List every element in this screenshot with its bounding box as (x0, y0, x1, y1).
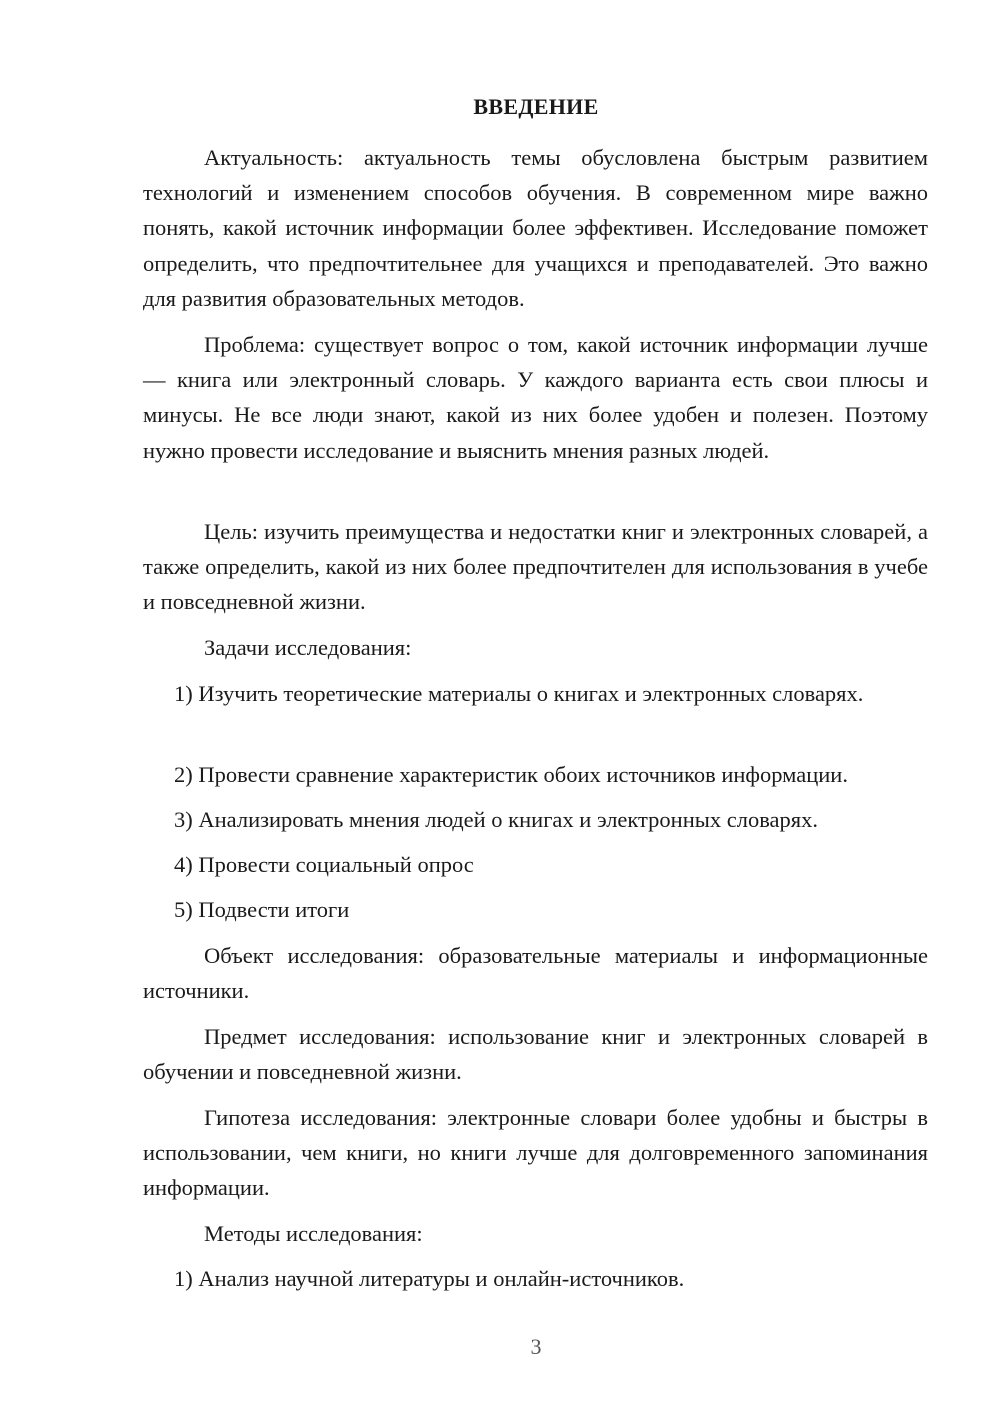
methods-heading: Методы исследования: (204, 1221, 423, 1246)
problem-paragraph: Проблема: существует вопрос о том, какой источник информации лучше — книга или электронный словарь. У каждого варианта есть свои плюсы и минусы. Не все люди знают, какой из них более удобен и полезен. Поэтому нужно провести исследование и выяснить мнения разных людей. (143, 332, 928, 463)
task-item-1: 1) Изучить теоретические материалы о книгах и электронных словарях. (174, 681, 864, 706)
goal-paragraph: Цель: изучить преимущества и недостатки книг и электронных словарей, а также определить, какой из них более предпочтителен для использования в учебе и повседневной жизни. (143, 519, 928, 615)
task-item-5: 5) Подвести итоги (174, 897, 350, 922)
task-item-2: 2) Провести сравнение характеристик обоих источников информации. (174, 762, 848, 787)
tasks-heading: Задачи исследования: (204, 635, 412, 660)
page-number: 3 (530, 1334, 542, 1359)
relevance-paragraph: Актуальность: актуальность темы обусловлена быстрым развитием технологий и изменением способов обучения. В современном мире важно понять, какой источник информации более эффективен. Исследование поможет определить, что предпочтительнее для учащихся и преподавателей. Это важно для развития образовательных методов. (143, 145, 928, 311)
hypothesis-paragraph: Гипотеза исследования: электронные словари более удобны и быстры в использовании, чем книги, но книги лучше для долговременного запоминания информации. (143, 1105, 928, 1201)
object-paragraph: Объект исследования: образовательные материалы и информационные источники. (143, 943, 928, 1004)
task-item-3: 3) Анализировать мнения людей о книгах и электронных словарях. (174, 807, 818, 832)
method-item-1: 1) Анализ научной литературы и онлайн-источников. (174, 1266, 685, 1291)
task-item-4: 4) Провести социальный опрос (174, 852, 474, 877)
subject-paragraph: Предмет исследования: использование книг и электронных словарей в обучении и повседневной жизни. (143, 1024, 928, 1085)
page-title: ВВЕДЕНИЕ (473, 94, 599, 119)
